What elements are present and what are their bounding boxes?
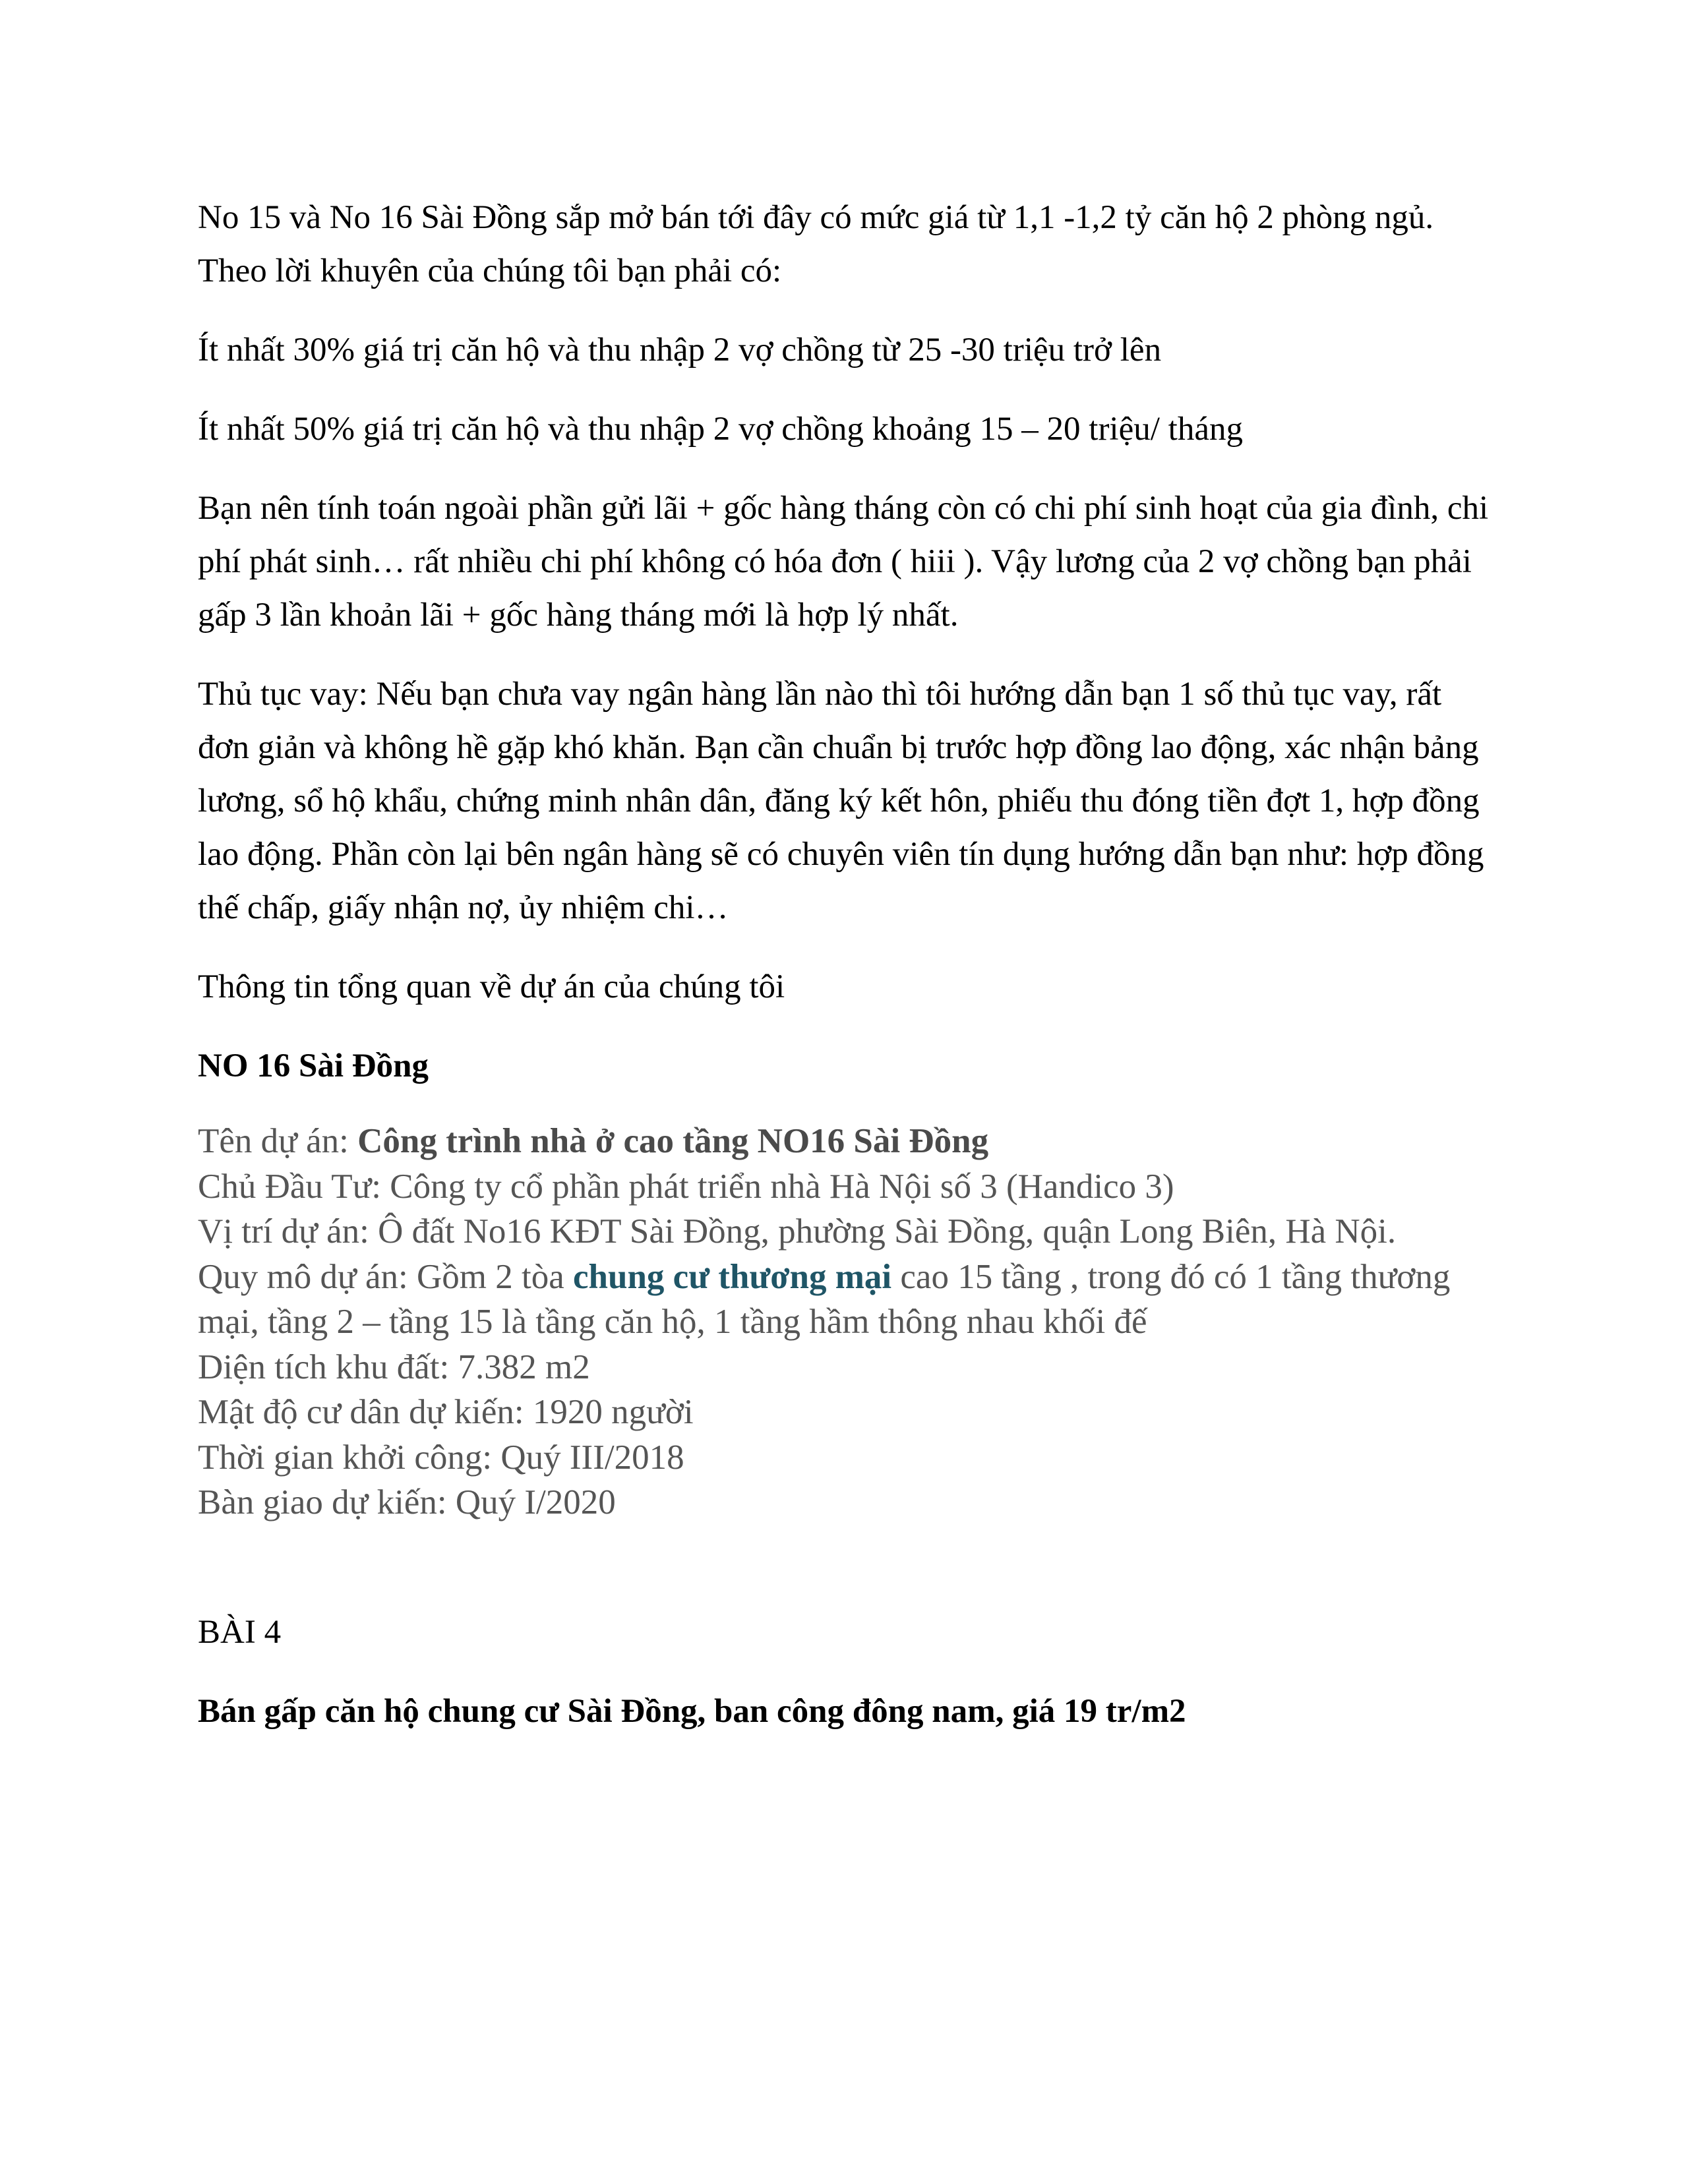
paragraph-loan-procedure: Thủ tục vay: Nếu bạn chưa vay ngân hàng lần nào thì tôi hướng dẫn bạn 1 số thủ tục vay, rất đơn giản và không hề gặp khó khăn. Bạn cần chuẩn bị trước hợp đồng lao động, xác nhận bảng lương, sổ hộ khẩu, chứng minh nhân dân, đăng ký kết hôn, phiếu thu đóng tiền đợt 1, hợp đồng lao động. Phần còn lại bên ngân hàng sẽ có chuyên viên tín dụng hướng dẫn bạn như: hợp đồng thế chấp, giấy nhận nợ, ủy nhiệm chi… — [198, 676, 1484, 926]
project-name-line — [198, 1119, 1490, 1164]
paragraph-overview-intro: Thông tin tổng quan về dự án của chúng tôi — [198, 968, 785, 1005]
project-location: Vị trí dự án: Ô đất No16 KĐT Sài Đồng, phường Sài Đồng, quận Long Biên, Hà Nội. — [198, 1212, 1397, 1251]
project-scale-prefix: Quy mô dự án: Gồm 2 tòa — [198, 1257, 573, 1296]
project-investor: Chủ Đầu Tư: Công ty cổ phần phát triển nhà Hà Nội số 3 (Handico 3) — [198, 1167, 1174, 1206]
project-name-label: Tên dự án: — [198, 1122, 358, 1160]
commercial-apartment-link[interactable]: chung cư thương mại — [572, 1257, 892, 1296]
project-density: Mật độ cư dân dự kiến: 1920 người — [198, 1393, 694, 1431]
project-info-block — [198, 1119, 1490, 1525]
project-start-date: Thời gian khởi công: Quý III/2018 — [198, 1438, 684, 1477]
project-heading: NO 16 Sài Đồng — [198, 1048, 429, 1084]
paragraph-condition-50: Ít nhất 50% giá trị căn hộ và thu nhập 2 vợ chồng khoảng 15 – 20 triệu/ tháng — [198, 411, 1243, 448]
project-name-value: Công trình nhà ở cao tầng NO16 Sài Đồng — [357, 1122, 989, 1160]
project-area: Diện tích khu đất: 7.382 m2 — [198, 1347, 590, 1386]
paragraph-budget-advice: Bạn nên tính toán ngoài phần gửi lãi + gốc hàng tháng còn có chi phí sinh hoạt của gia đình, chi phí phát sinh… rất nhiều chi phí không có hóa đơn ( hiii ). Vậy lương của 2 vợ chồng bạn phải gấp 3 lần khoản lãi + gốc hàng tháng mới là hợp lý nhất. — [198, 490, 1489, 634]
project-handover-date: Bàn giao dự kiến: Quý I/2020 — [198, 1483, 616, 1521]
paragraph-price-intro: No 15 và No 16 Sài Đồng sắp mở bán tới đây có mức giá từ 1,1 -1,2 tỷ căn hộ 2 phòng ngủ. Theo lời khuyên của chúng tôi bạn phải có: — [198, 199, 1434, 289]
section-title: Bán gấp căn hộ chung cư Sài Đồng, ban công đông nam, giá 19 tr/m2 — [198, 1692, 1186, 1730]
project-scale-line — [198, 1254, 1490, 1345]
project-scale-suffix: cao 15 tầng , trong đó có 1 tầng thương mại, tầng 2 – tầng 15 là tầng căn hộ, 1 tầng hầm thông nhau khối đế — [198, 1257, 1451, 1341]
paragraph-condition-30: Ít nhất 30% giá trị căn hộ và thu nhập 2 vợ chồng từ 25 -30 triệu trở lên — [198, 332, 1162, 369]
section-label: BÀI 4 — [198, 1613, 282, 1651]
document-page — [198, 191, 1490, 1764]
